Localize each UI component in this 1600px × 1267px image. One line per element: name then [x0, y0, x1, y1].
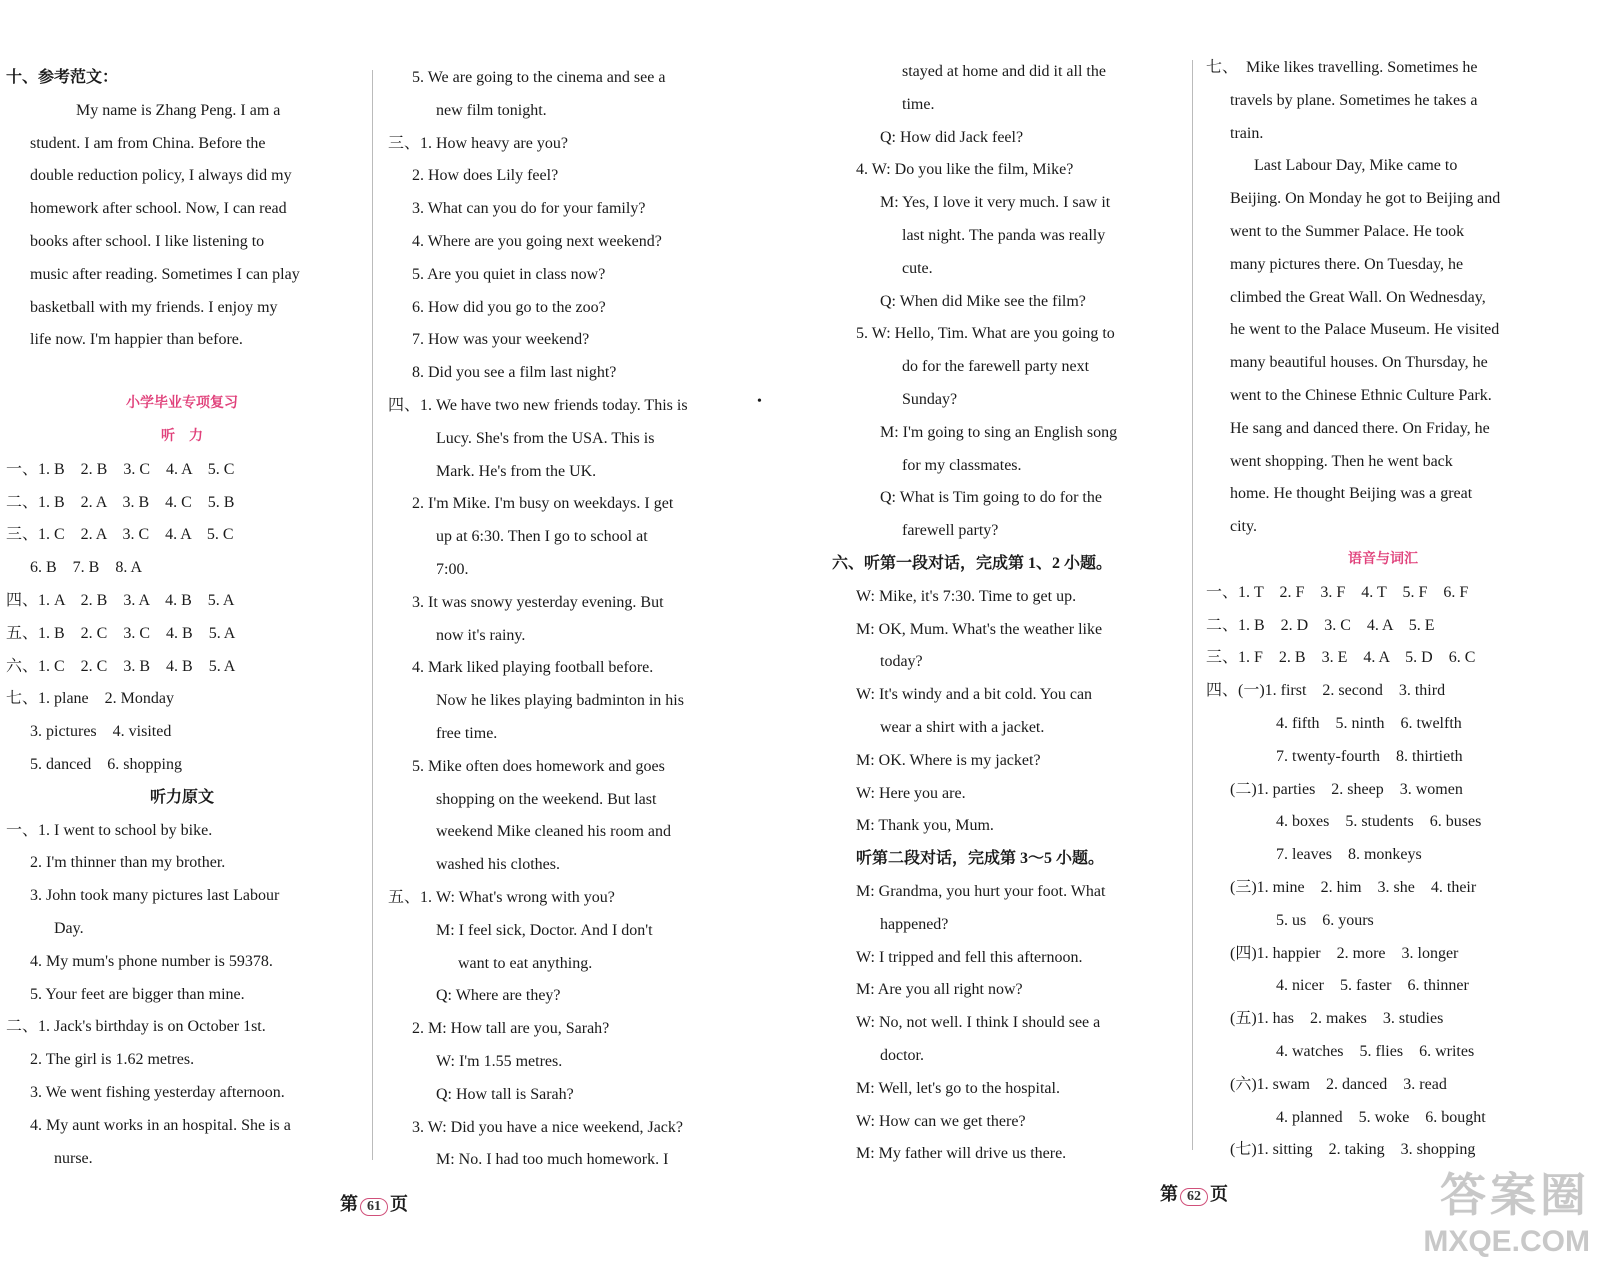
- passage-line: climbed the Great Wall. On Wednesday,: [1230, 288, 1486, 306]
- section-heading-review: 小学毕业专项复习: [126, 396, 238, 412]
- script-line: shopping on the weekend. But last: [436, 790, 657, 808]
- script-line: 3. It was snowy yesterday evening. But: [412, 593, 664, 611]
- watermark: [1423, 1159, 1590, 1259]
- script-line: 8. Did you see a film last night?: [412, 364, 617, 382]
- script-line: Now he likes playing badminton in his: [436, 692, 684, 710]
- script-line: for my classmates.: [902, 456, 1022, 474]
- passage-line: travels by plane. Sometimes he takes a: [1230, 91, 1478, 109]
- dialogue-heading: 六、听第一段对话，完成第 1、2 小题。: [832, 554, 1113, 572]
- script-line: M: No. I had too much homework. I: [436, 1151, 669, 1169]
- answer-line: 4. planned 5. woke 6. bought: [1276, 1108, 1486, 1126]
- column-4: [1206, 52, 1560, 1167]
- script-line: 2. The girl is 1.62 metres.: [30, 1051, 195, 1069]
- answer-line: 三、1. F 2. B 3. E 4. A 5. D 6. C: [1206, 649, 1476, 667]
- section-heading-phonics: 语音与词汇: [1348, 551, 1418, 567]
- script-line: 4. My aunt works in an hospital. She is a: [30, 1116, 291, 1134]
- script-line: 2. I'm Mike. I'm busy on weekdays. I get: [412, 495, 674, 513]
- script-line: want to eat anything.: [458, 954, 593, 972]
- essay-line: double reduction policy, I always did my: [30, 167, 292, 185]
- script-line: free time.: [436, 724, 498, 742]
- essay-heading: 十、参考范文：: [6, 69, 119, 86]
- answer-line: 四、1. A 2. B 3. A 4. B 5. A: [6, 591, 235, 609]
- script-line: W: How can we get there?: [856, 1112, 1026, 1130]
- column-3: [832, 56, 1182, 1171]
- passage-line: went to the Chinese Ethnic Culture Park.: [1230, 386, 1492, 404]
- column-divider: [372, 70, 373, 1160]
- page-number-right: [1160, 1180, 1228, 1206]
- script-line: 5. Your feet are bigger than mine.: [30, 985, 245, 1003]
- passage-line: went shopping. Then he went back: [1230, 452, 1453, 470]
- passage-line: Last Labour Day, Mike came to: [1254, 157, 1458, 175]
- answer-line: (二)1. parties 2. sheep 3. women: [1230, 780, 1463, 798]
- passage-line: city.: [1230, 518, 1257, 536]
- script-line: doctor.: [880, 1046, 924, 1064]
- script-line: 2. I'm thinner than my brother.: [30, 854, 226, 872]
- essay-line: basketball with my friends. I enjoy my: [30, 298, 278, 316]
- script-line: now it's rainy.: [436, 626, 526, 644]
- script-line: do for the farewell party next: [902, 358, 1090, 376]
- column-divider: [1192, 60, 1193, 1150]
- passage-line: went to the Summer Palace. He took: [1230, 222, 1465, 240]
- bullet-mark: •: [757, 394, 762, 409]
- script-line: 3. John took many pictures last Labour: [30, 887, 280, 905]
- script-line: 2. M: How tall are you, Sarah?: [412, 1020, 610, 1038]
- script-line: weekend Mike cleaned his room and: [436, 823, 672, 841]
- passage-line: train.: [1230, 124, 1264, 142]
- page-number: 62: [1180, 1188, 1208, 1206]
- answer-line: 一、1. B 2. B 3. C 4. A 5. C: [6, 460, 235, 478]
- section-heading-script: 听力原文: [149, 788, 214, 806]
- passage-line: He sang and danced there. On Friday, he: [1230, 419, 1490, 437]
- script-line: W: Mike, it's 7:30. Time to get up.: [856, 587, 1077, 605]
- answer-line: 四、(一)1. first 2. second 3. third: [1206, 682, 1446, 700]
- script-line: 4. Where are you going next weekend?: [412, 232, 662, 250]
- script-line: Lucy. She's from the USA. This is: [436, 429, 655, 447]
- essay-line: student. I am from China. Before the: [30, 134, 266, 152]
- essay-line: life now. I'm happier than before.: [30, 331, 243, 349]
- script-line: wear a shirt with a jacket.: [880, 718, 1045, 736]
- answer-line: 7. leaves 8. monkeys: [1276, 846, 1422, 864]
- script-line: W: Here you are.: [856, 784, 966, 802]
- script-line: M: Grandma, you hurt your foot. What: [856, 882, 1106, 900]
- page-suffix: 页: [390, 1194, 408, 1214]
- script-line: Q: How did Jack feel?: [880, 128, 1024, 146]
- script-line: 4. My mum's phone number is 59378.: [30, 952, 273, 970]
- page-number: 61: [360, 1198, 388, 1216]
- page-number-left: [340, 1190, 408, 1216]
- answer-line: 二、1. B 2. A 3. B 4. C 5. B: [6, 493, 235, 511]
- passage-line: Beijing. On Monday he got to Beijing and: [1230, 190, 1501, 208]
- answer-line: (六)1. swam 2. danced 3. read: [1230, 1075, 1447, 1093]
- script-line: time.: [902, 95, 935, 113]
- section-heading-listening: 听 力: [161, 428, 203, 444]
- script-line: Q: How tall is Sarah?: [436, 1085, 574, 1103]
- script-line: today?: [880, 653, 923, 671]
- essay-line: My name is Zhang Peng. I am a: [76, 101, 281, 119]
- answer-line: (七)1. sitting 2. taking 3. shopping: [1230, 1141, 1476, 1159]
- script-line: Mark. He's from the UK.: [436, 462, 597, 480]
- answer-line: 7. twenty-fourth 8. thirtieth: [1276, 747, 1463, 765]
- answer-line: 六、1. C 2. C 3. B 4. B 5. A: [6, 657, 236, 675]
- script-line: new film tonight.: [436, 101, 547, 119]
- answer-line: 3. pictures 4. visited: [30, 723, 172, 741]
- script-line: 5. W: Hello, Tim. What are you going to: [856, 325, 1115, 343]
- script-line: M: OK, Mum. What's the weather like: [856, 620, 1103, 638]
- script-line: 5. Mike often does homework and goes: [412, 757, 665, 775]
- passage-line: home. He thought Beijing was a great: [1230, 485, 1473, 503]
- script-line: cute.: [902, 259, 933, 277]
- script-line: M: Thank you, Mum.: [856, 817, 994, 835]
- answer-line: 4. watches 5. flies 6. writes: [1276, 1042, 1475, 1060]
- script-line: Q: What is Tim going to do for the: [880, 489, 1102, 507]
- script-line: 3. We went fishing yesterday afternoon.: [30, 1083, 285, 1101]
- script-line: M: My father will drive us there.: [856, 1145, 1067, 1163]
- script-line: Day.: [54, 919, 84, 937]
- script-line: 三、1. How heavy are you?: [388, 134, 568, 152]
- script-line: stayed at home and did it all the: [902, 63, 1106, 80]
- script-line: Sunday?: [902, 390, 958, 408]
- script-line: M: Are you all right now?: [856, 981, 1023, 999]
- script-line: 二、1. Jack's birthday is on October 1st.: [6, 1018, 266, 1036]
- answer-line: 一、1. T 2. F 3. F 4. T 5. F 6. F: [1206, 583, 1469, 601]
- script-line: M: OK. Where is my jacket?: [856, 751, 1041, 769]
- script-line: Q: Where are they?: [436, 987, 561, 1005]
- script-line: 7. How was your weekend?: [412, 331, 590, 349]
- essay-line: homework after school. Now, I can read: [30, 200, 287, 218]
- script-line: W: I tripped and fell this afternoon.: [856, 948, 1083, 966]
- answer-line: 6. B 7. B 8. A: [30, 559, 143, 577]
- answer-line: (四)1. happier 2. more 3. longer: [1230, 944, 1459, 962]
- script-line: M: I'm going to sing an English song: [880, 423, 1118, 441]
- essay-line: books after school. I like listening to: [30, 232, 265, 250]
- script-line: nurse.: [54, 1149, 93, 1167]
- passage-line: he went to the Palace Museum. He visited: [1230, 321, 1500, 339]
- script-line: 一、1. I went to school by bike.: [6, 821, 213, 839]
- passage-line: many beautiful houses. On Thursday, he: [1230, 354, 1488, 372]
- column-1: [6, 62, 358, 1175]
- dialogue-heading: 听第二段对话，完成第 3～5 小题。: [856, 850, 1105, 868]
- script-line: happened?: [880, 915, 949, 933]
- answer-line: 五、1. B 2. C 3. C 4. B 5. A: [6, 624, 236, 642]
- page-prefix: 第: [1160, 1184, 1178, 1204]
- page-prefix: 第: [340, 1194, 358, 1214]
- script-line: 4. Mark liked playing football before.: [412, 659, 654, 677]
- script-line: farewell party?: [902, 522, 999, 540]
- script-line: 3. W: Did you have a nice weekend, Jack?: [412, 1118, 684, 1136]
- answer-line: 5. danced 6. shopping: [30, 755, 182, 773]
- script-line: M: Well, let's go to the hospital.: [856, 1079, 1060, 1097]
- script-line: 7:00.: [436, 560, 469, 578]
- answer-line: (三)1. mine 2. him 3. she 4. their: [1230, 878, 1477, 896]
- answer-line: 4. fifth 5. ninth 6. twelfth: [1276, 714, 1462, 732]
- script-line: 3. What can you do for your family?: [412, 200, 646, 218]
- script-line: W: I'm 1.55 metres.: [436, 1052, 563, 1070]
- essay-line: music after reading. Sometimes I can play: [30, 265, 300, 283]
- answer-line: 5. us 6. yours: [1276, 911, 1374, 929]
- script-line: 五、1. W: What's wrong with you?: [388, 888, 615, 906]
- column-2: [388, 62, 748, 1177]
- script-line: 6. How did you go to the zoo?: [412, 298, 606, 316]
- script-line: up at 6:30. Then I go to school at: [436, 528, 648, 546]
- script-line: Q: When did Mike see the film?: [880, 292, 1086, 310]
- script-line: M: Yes, I love it very much. I saw it: [880, 194, 1111, 212]
- script-line: M: I feel sick, Doctor. And I don't: [436, 921, 653, 939]
- answer-line: 二、1. B 2. D 3. C 4. A 5. E: [1206, 616, 1435, 634]
- answer-line: 三、1. C 2. A 3. C 4. A 5. C: [6, 526, 234, 544]
- script-line: 5. We are going to the cinema and see a: [412, 69, 666, 86]
- script-line: 5. Are you quiet in class now?: [412, 265, 606, 283]
- watermark-url: MXQE.COM: [1423, 1225, 1590, 1258]
- passage-line: 七、 Mike likes travelling. Sometimes he: [1206, 59, 1478, 76]
- script-line: W: No, not well. I think I should see a: [856, 1014, 1101, 1032]
- script-line: washed his clothes.: [436, 856, 560, 874]
- page-suffix: 页: [1210, 1184, 1228, 1204]
- answer-line: (五)1. has 2. makes 3. studies: [1230, 1010, 1444, 1028]
- script-line: 四、1. We have two new friends today. This is: [388, 396, 688, 414]
- script-line: 2. How does Lily feel?: [412, 167, 559, 185]
- script-line: last night. The panda was really: [902, 226, 1106, 244]
- script-line: W: It's windy and a bit cold. You can: [856, 686, 1093, 704]
- passage-line: many pictures there. On Tuesday, he: [1230, 255, 1464, 273]
- answer-line: 4. nicer 5. faster 6. thinner: [1276, 977, 1469, 995]
- answer-line: 4. boxes 5. students 6. buses: [1276, 813, 1482, 831]
- watermark-logo: 答案圈: [1440, 1169, 1590, 1221]
- script-line: 4. W: Do you like the film, Mike?: [856, 161, 1074, 179]
- answer-line: 七、1. plane 2. Monday: [6, 690, 174, 708]
